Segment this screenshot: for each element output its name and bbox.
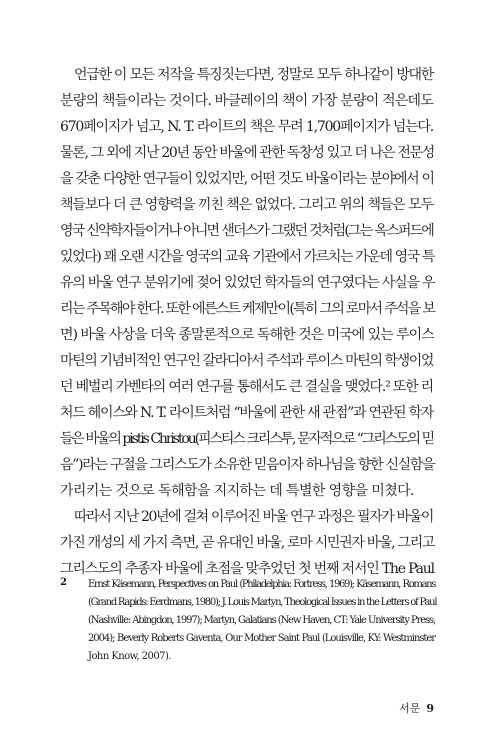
body-line: 영국 신약학자들이거나 아니면 샌더스가 그랬던 것처럼(그는 옥스퍼드에 (60, 223, 433, 239)
page-folio (399, 700, 434, 716)
footnote-line: (Nashville: Abingdon, 1997); Martyn, Galatians (New Haven, CT: Yale University Press, (88, 615, 435, 626)
body-line: 물론, 그 외에 지난 20년 동안 바울에 관한 독창성 있고 더 나은 전문성 (60, 145, 434, 161)
footnote-number: 2 (60, 577, 67, 588)
page-number: 9 (426, 702, 434, 715)
body-line: 들은 바울의 pistis Christou(피스티스 크리스투, 문자적으로 “그리스도의 믿 (60, 431, 433, 447)
body-line: 있었다) 꽤 오랜 시간을 영국의 교육 기관에서 가르치는 가운데 영국 특 (60, 249, 435, 265)
footnote-line: John Know, 2007). (88, 651, 171, 662)
body-line: 처드 헤이스와 N. T. 라이트처럼 “바울에 관한 새 관점”과 연관된 학자 (60, 405, 433, 421)
body-line: 을 갖춘 다양한 연구들이 있었지만, 어떤 것도 바울이라는 분야에서 이 (60, 171, 434, 187)
body-line: 그리스도의 추종자 바울에 초점을 맞추었던 첫 번째 저서인 The Paul (60, 561, 434, 577)
body-line: 분량의 책들이라는 것이다. 바클레이의 책이 가장 분량이 적은데도 (60, 93, 433, 109)
body-line: 마틴의 기념비적인 연구인 갈라디아서 주석과 루이스 마틴의 학생이었 (60, 353, 433, 369)
body-line: 음”)라는 구절을 그리스도가 소유한 믿음이자 하나님을 향한 신실함을 (60, 457, 435, 473)
body-line: 책들보다 더 큰 영향력을 끼친 책은 없었다. 그리고 위의 책들은 모두 (60, 197, 433, 213)
body-line: 면) 바울 사상을 더욱 종말론적으로 독해한 것은 미국에 있는 루이스 (60, 327, 434, 343)
body-line: 던 베벌리 가벤타의 여러 연구를 통해서도 큰 결실을 맺었다.² 또한 리 (60, 379, 433, 395)
section-name: 서문 (399, 702, 421, 715)
body-line: 670페이지가 넘고, N. T. 라이트의 책은 무려 1,700페이지가 넘는다. (60, 119, 433, 135)
body-line: 가리키는 것으로 독해함을 지지하는 데 특별한 영향을 미쳤다. (60, 483, 414, 499)
footnote-line: 2004); Beverly Roberts Gaventa, Our Mother Saint Paul (Louisville, KY: Westminster (88, 633, 435, 644)
body-line: 유의 바울 연구 분위기에 젖어 있었던 학자들의 연구였다는 사실을 우 (60, 275, 435, 291)
body-line: 가진 개성의 세 가지 측면, 곧 유대인 바울, 로마 시민권자 바울, 그리고 (60, 535, 435, 551)
body-line: 따라서 지난 20년에 걸쳐 이루어진 바울 연구 과정은 필자가 바울이 (74, 509, 433, 525)
footnote-line: (Grand Rapids: Eerdmans, 1980); J. Louis Martyn, Theological Issues in the Letters of Paul (88, 597, 437, 608)
footnote-line: Ernst Käsemann, Perspectives on Paul (Philadelphia: Fortress, 1969); Käsemann, Romans (88, 579, 435, 590)
body-line: 리는 주목해야 한다. 또한 에른스트 케제만이(특히 그의 로마서 주석을 보 (60, 301, 435, 317)
body-line: 언급한 이 모든 저작을 특징짓는다면, 정말로 모두 하나같이 방대한 (74, 67, 433, 83)
